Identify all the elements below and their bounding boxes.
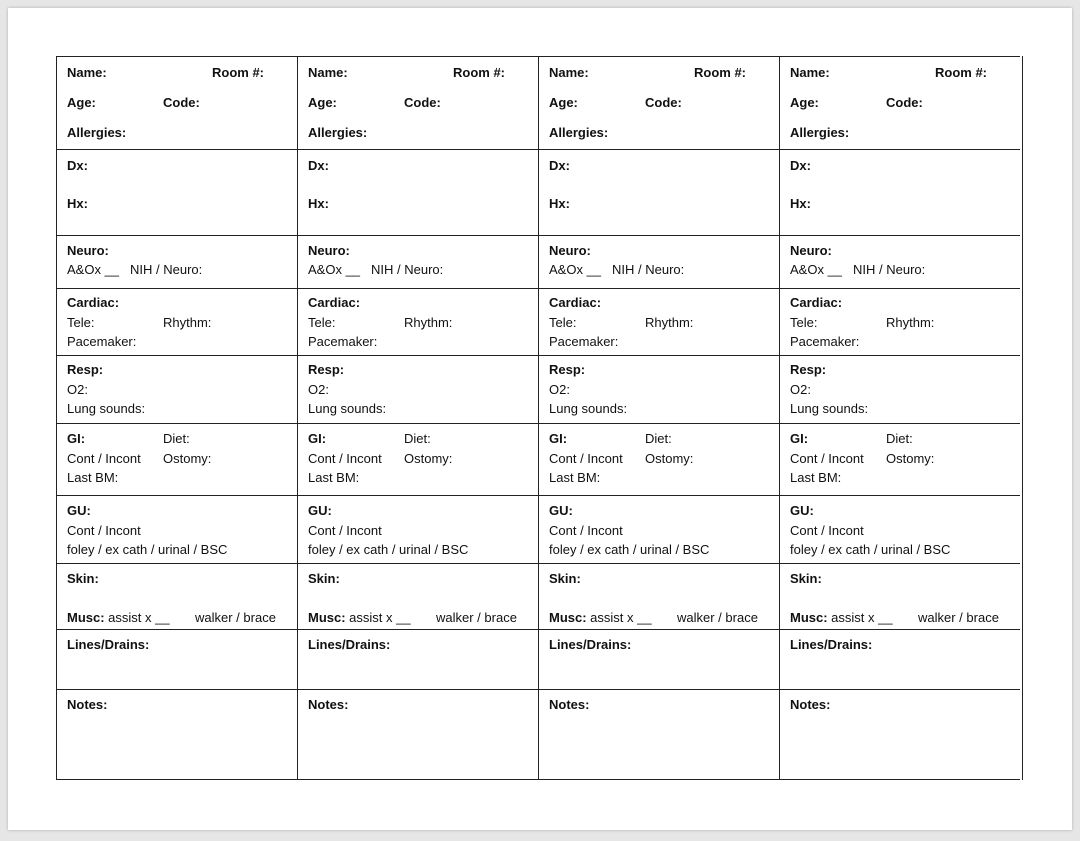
gi-cont-incont-label: Cont / Incont xyxy=(67,451,141,466)
diagnosis-section xyxy=(57,149,297,235)
gu-label: GU: xyxy=(790,503,814,518)
cardiac-section xyxy=(57,288,297,355)
tele-label: Tele: xyxy=(308,315,336,330)
resp-section xyxy=(57,355,297,423)
gu-cont-incont-label: Cont / Incont xyxy=(67,523,141,538)
neuro-label: Neuro: xyxy=(790,243,832,258)
tele-label: Tele: xyxy=(549,315,577,330)
musc-label xyxy=(308,610,411,625)
gu-section xyxy=(57,495,297,563)
cardiac-section xyxy=(298,288,538,355)
resp-section xyxy=(780,355,1020,423)
neuro-label: Neuro: xyxy=(67,243,109,258)
walker-brace-label: walker / brace xyxy=(436,610,517,625)
musc-label xyxy=(790,610,893,625)
notes-label: Notes: xyxy=(549,697,590,712)
notes-section xyxy=(539,689,779,780)
patient-column xyxy=(56,56,297,780)
resp-label: Resp: xyxy=(790,362,827,377)
name-label: Name: xyxy=(308,65,348,80)
lines-drains-section xyxy=(298,629,538,689)
lung-sounds-label: Lung sounds: xyxy=(67,401,146,416)
gu-label: GU: xyxy=(67,503,91,518)
lines-drains-section xyxy=(780,629,1020,689)
room-label: Room #: xyxy=(694,65,746,80)
neuro-section xyxy=(539,235,779,288)
assist-label: assist x __ xyxy=(586,610,652,625)
ostomy-label: Ostomy: xyxy=(886,451,935,466)
walker-brace-label: walker / brace xyxy=(918,610,999,625)
name-label: Name: xyxy=(67,65,107,80)
resp-label: Resp: xyxy=(308,362,345,377)
dx-label: Dx: xyxy=(67,158,88,173)
ostomy-label: Ostomy: xyxy=(404,451,453,466)
code-label: Code: xyxy=(886,95,923,110)
resp-section xyxy=(298,355,538,423)
o2-label: O2: xyxy=(549,382,570,397)
document-page xyxy=(8,8,1072,830)
lines-drains-label: Lines/Drains: xyxy=(308,637,391,652)
pacemaker-label: Pacemaker: xyxy=(790,334,860,349)
neuro-label: Neuro: xyxy=(308,243,350,258)
assist-label: assist x __ xyxy=(345,610,411,625)
o2-label: O2: xyxy=(790,382,811,397)
header-section xyxy=(298,56,538,149)
last-bm-label: Last BM: xyxy=(790,470,842,485)
gi-section xyxy=(57,423,297,495)
patient-report-sheet xyxy=(56,56,1023,780)
gu-section xyxy=(539,495,779,563)
cardiac-section xyxy=(539,288,779,355)
lines-drains-section xyxy=(57,629,297,689)
age-label: Age: xyxy=(308,95,337,110)
musc-title: Musc: xyxy=(308,610,346,625)
skin-section xyxy=(780,563,1020,629)
gu-cont-incont-label: Cont / Incont xyxy=(790,523,864,538)
header-section xyxy=(780,56,1020,149)
neuro-section xyxy=(57,235,297,288)
lung-sounds-label: Lung sounds: xyxy=(790,401,869,416)
diagnosis-section xyxy=(780,149,1020,235)
code-label: Code: xyxy=(163,95,200,110)
hx-label: Hx: xyxy=(549,196,570,211)
hx-label: Hx: xyxy=(67,196,88,211)
gu-cont-incont-label: Cont / Incont xyxy=(549,523,623,538)
patient-column xyxy=(297,56,538,780)
name-label: Name: xyxy=(790,65,830,80)
hx-label: Hx: xyxy=(308,196,329,211)
musc-label xyxy=(67,610,170,625)
aox-label: A&Ox __ xyxy=(308,262,361,277)
skin-label: Skin: xyxy=(308,571,340,586)
neuro-section xyxy=(780,235,1020,288)
last-bm-label: Last BM: xyxy=(308,470,360,485)
dx-label: Dx: xyxy=(308,158,329,173)
gi-section xyxy=(780,423,1020,495)
rhythm-label: Rhythm: xyxy=(404,315,453,330)
nih-label: NIH / Neuro: xyxy=(612,262,685,277)
gi-label: GI: xyxy=(790,431,809,446)
ostomy-label: Ostomy: xyxy=(645,451,694,466)
diet-label: Diet: xyxy=(163,431,190,446)
name-label: Name: xyxy=(549,65,589,80)
nih-label: NIH / Neuro: xyxy=(371,262,444,277)
gi-cont-incont-label: Cont / Incont xyxy=(790,451,864,466)
skin-label: Skin: xyxy=(549,571,581,586)
cardiac-label: Cardiac: xyxy=(790,295,843,310)
gi-label: GI: xyxy=(308,431,327,446)
diet-label: Diet: xyxy=(645,431,672,446)
notes-section xyxy=(298,689,538,780)
allergies-label: Allergies: xyxy=(308,125,368,140)
notes-label: Notes: xyxy=(67,697,108,712)
lines-drains-section xyxy=(539,629,779,689)
diagnosis-section xyxy=(539,149,779,235)
musc-title: Musc: xyxy=(790,610,828,625)
resp-section xyxy=(539,355,779,423)
aox-label: A&Ox __ xyxy=(790,262,843,277)
rhythm-label: Rhythm: xyxy=(645,315,694,330)
allergies-label: Allergies: xyxy=(67,125,127,140)
nih-label: NIH / Neuro: xyxy=(853,262,926,277)
skin-section xyxy=(298,563,538,629)
pacemaker-label: Pacemaker: xyxy=(308,334,378,349)
rhythm-label: Rhythm: xyxy=(886,315,935,330)
age-label: Age: xyxy=(67,95,96,110)
gu-section xyxy=(298,495,538,563)
pacemaker-label: Pacemaker: xyxy=(67,334,137,349)
musc-label xyxy=(549,610,652,625)
hx-label: Hx: xyxy=(790,196,811,211)
gu-cont-incont-label: Cont / Incont xyxy=(308,523,382,538)
rhythm-label: Rhythm: xyxy=(163,315,212,330)
gi-section xyxy=(298,423,538,495)
skin-label: Skin: xyxy=(790,571,822,586)
gi-cont-incont-label: Cont / Incont xyxy=(308,451,382,466)
nih-label: NIH / Neuro: xyxy=(130,262,203,277)
gi-section xyxy=(539,423,779,495)
walker-brace-label: walker / brace xyxy=(195,610,276,625)
aox-label: A&Ox __ xyxy=(549,262,602,277)
tele-label: Tele: xyxy=(790,315,818,330)
musc-title: Musc: xyxy=(549,610,587,625)
cardiac-section xyxy=(780,288,1020,355)
allergies-label: Allergies: xyxy=(549,125,609,140)
gu-label: GU: xyxy=(549,503,573,518)
assist-label: assist x __ xyxy=(104,610,170,625)
age-label: Age: xyxy=(790,95,819,110)
neuro-section xyxy=(298,235,538,288)
last-bm-label: Last BM: xyxy=(549,470,601,485)
tele-label: Tele: xyxy=(67,315,95,330)
patient-column xyxy=(779,56,1020,780)
ostomy-label: Ostomy: xyxy=(163,451,212,466)
foley-label: foley / ex cath / urinal / BSC xyxy=(790,542,951,557)
musc-title: Musc: xyxy=(67,610,105,625)
header-section xyxy=(539,56,779,149)
lines-drains-label: Lines/Drains: xyxy=(549,637,632,652)
patient-column xyxy=(538,56,779,780)
gi-label: GI: xyxy=(549,431,568,446)
cardiac-label: Cardiac: xyxy=(308,295,361,310)
gu-label: GU: xyxy=(308,503,332,518)
dx-label: Dx: xyxy=(790,158,811,173)
assist-label: assist x __ xyxy=(827,610,893,625)
notes-section xyxy=(780,689,1020,780)
foley-label: foley / ex cath / urinal / BSC xyxy=(308,542,469,557)
aox-label: A&Ox __ xyxy=(67,262,120,277)
gu-section xyxy=(780,495,1020,563)
age-label: Age: xyxy=(549,95,578,110)
allergies-label: Allergies: xyxy=(790,125,850,140)
notes-label: Notes: xyxy=(308,697,349,712)
pacemaker-label: Pacemaker: xyxy=(549,334,619,349)
foley-label: foley / ex cath / urinal / BSC xyxy=(67,542,228,557)
resp-label: Resp: xyxy=(67,362,104,377)
code-label: Code: xyxy=(404,95,441,110)
lines-drains-label: Lines/Drains: xyxy=(790,637,873,652)
diagnosis-section xyxy=(298,149,538,235)
code-label: Code: xyxy=(645,95,682,110)
lung-sounds-label: Lung sounds: xyxy=(308,401,387,416)
o2-label: O2: xyxy=(67,382,88,397)
cardiac-label: Cardiac: xyxy=(549,295,602,310)
cardiac-label: Cardiac: xyxy=(67,295,120,310)
skin-label: Skin: xyxy=(67,571,99,586)
header-section xyxy=(57,56,297,149)
gi-label: GI: xyxy=(67,431,86,446)
diet-label: Diet: xyxy=(886,431,913,446)
diet-label: Diet: xyxy=(404,431,431,446)
gi-cont-incont-label: Cont / Incont xyxy=(549,451,623,466)
skin-section xyxy=(57,563,297,629)
room-label: Room #: xyxy=(453,65,505,80)
lung-sounds-label: Lung sounds: xyxy=(549,401,628,416)
dx-label: Dx: xyxy=(549,158,570,173)
room-label: Room #: xyxy=(212,65,264,80)
notes-label: Notes: xyxy=(790,697,831,712)
o2-label: O2: xyxy=(308,382,329,397)
lines-drains-label: Lines/Drains: xyxy=(67,637,150,652)
resp-label: Resp: xyxy=(549,362,586,377)
skin-section xyxy=(539,563,779,629)
walker-brace-label: walker / brace xyxy=(677,610,758,625)
room-label: Room #: xyxy=(935,65,987,80)
notes-section xyxy=(57,689,297,780)
foley-label: foley / ex cath / urinal / BSC xyxy=(549,542,710,557)
last-bm-label: Last BM: xyxy=(67,470,119,485)
neuro-label: Neuro: xyxy=(549,243,591,258)
